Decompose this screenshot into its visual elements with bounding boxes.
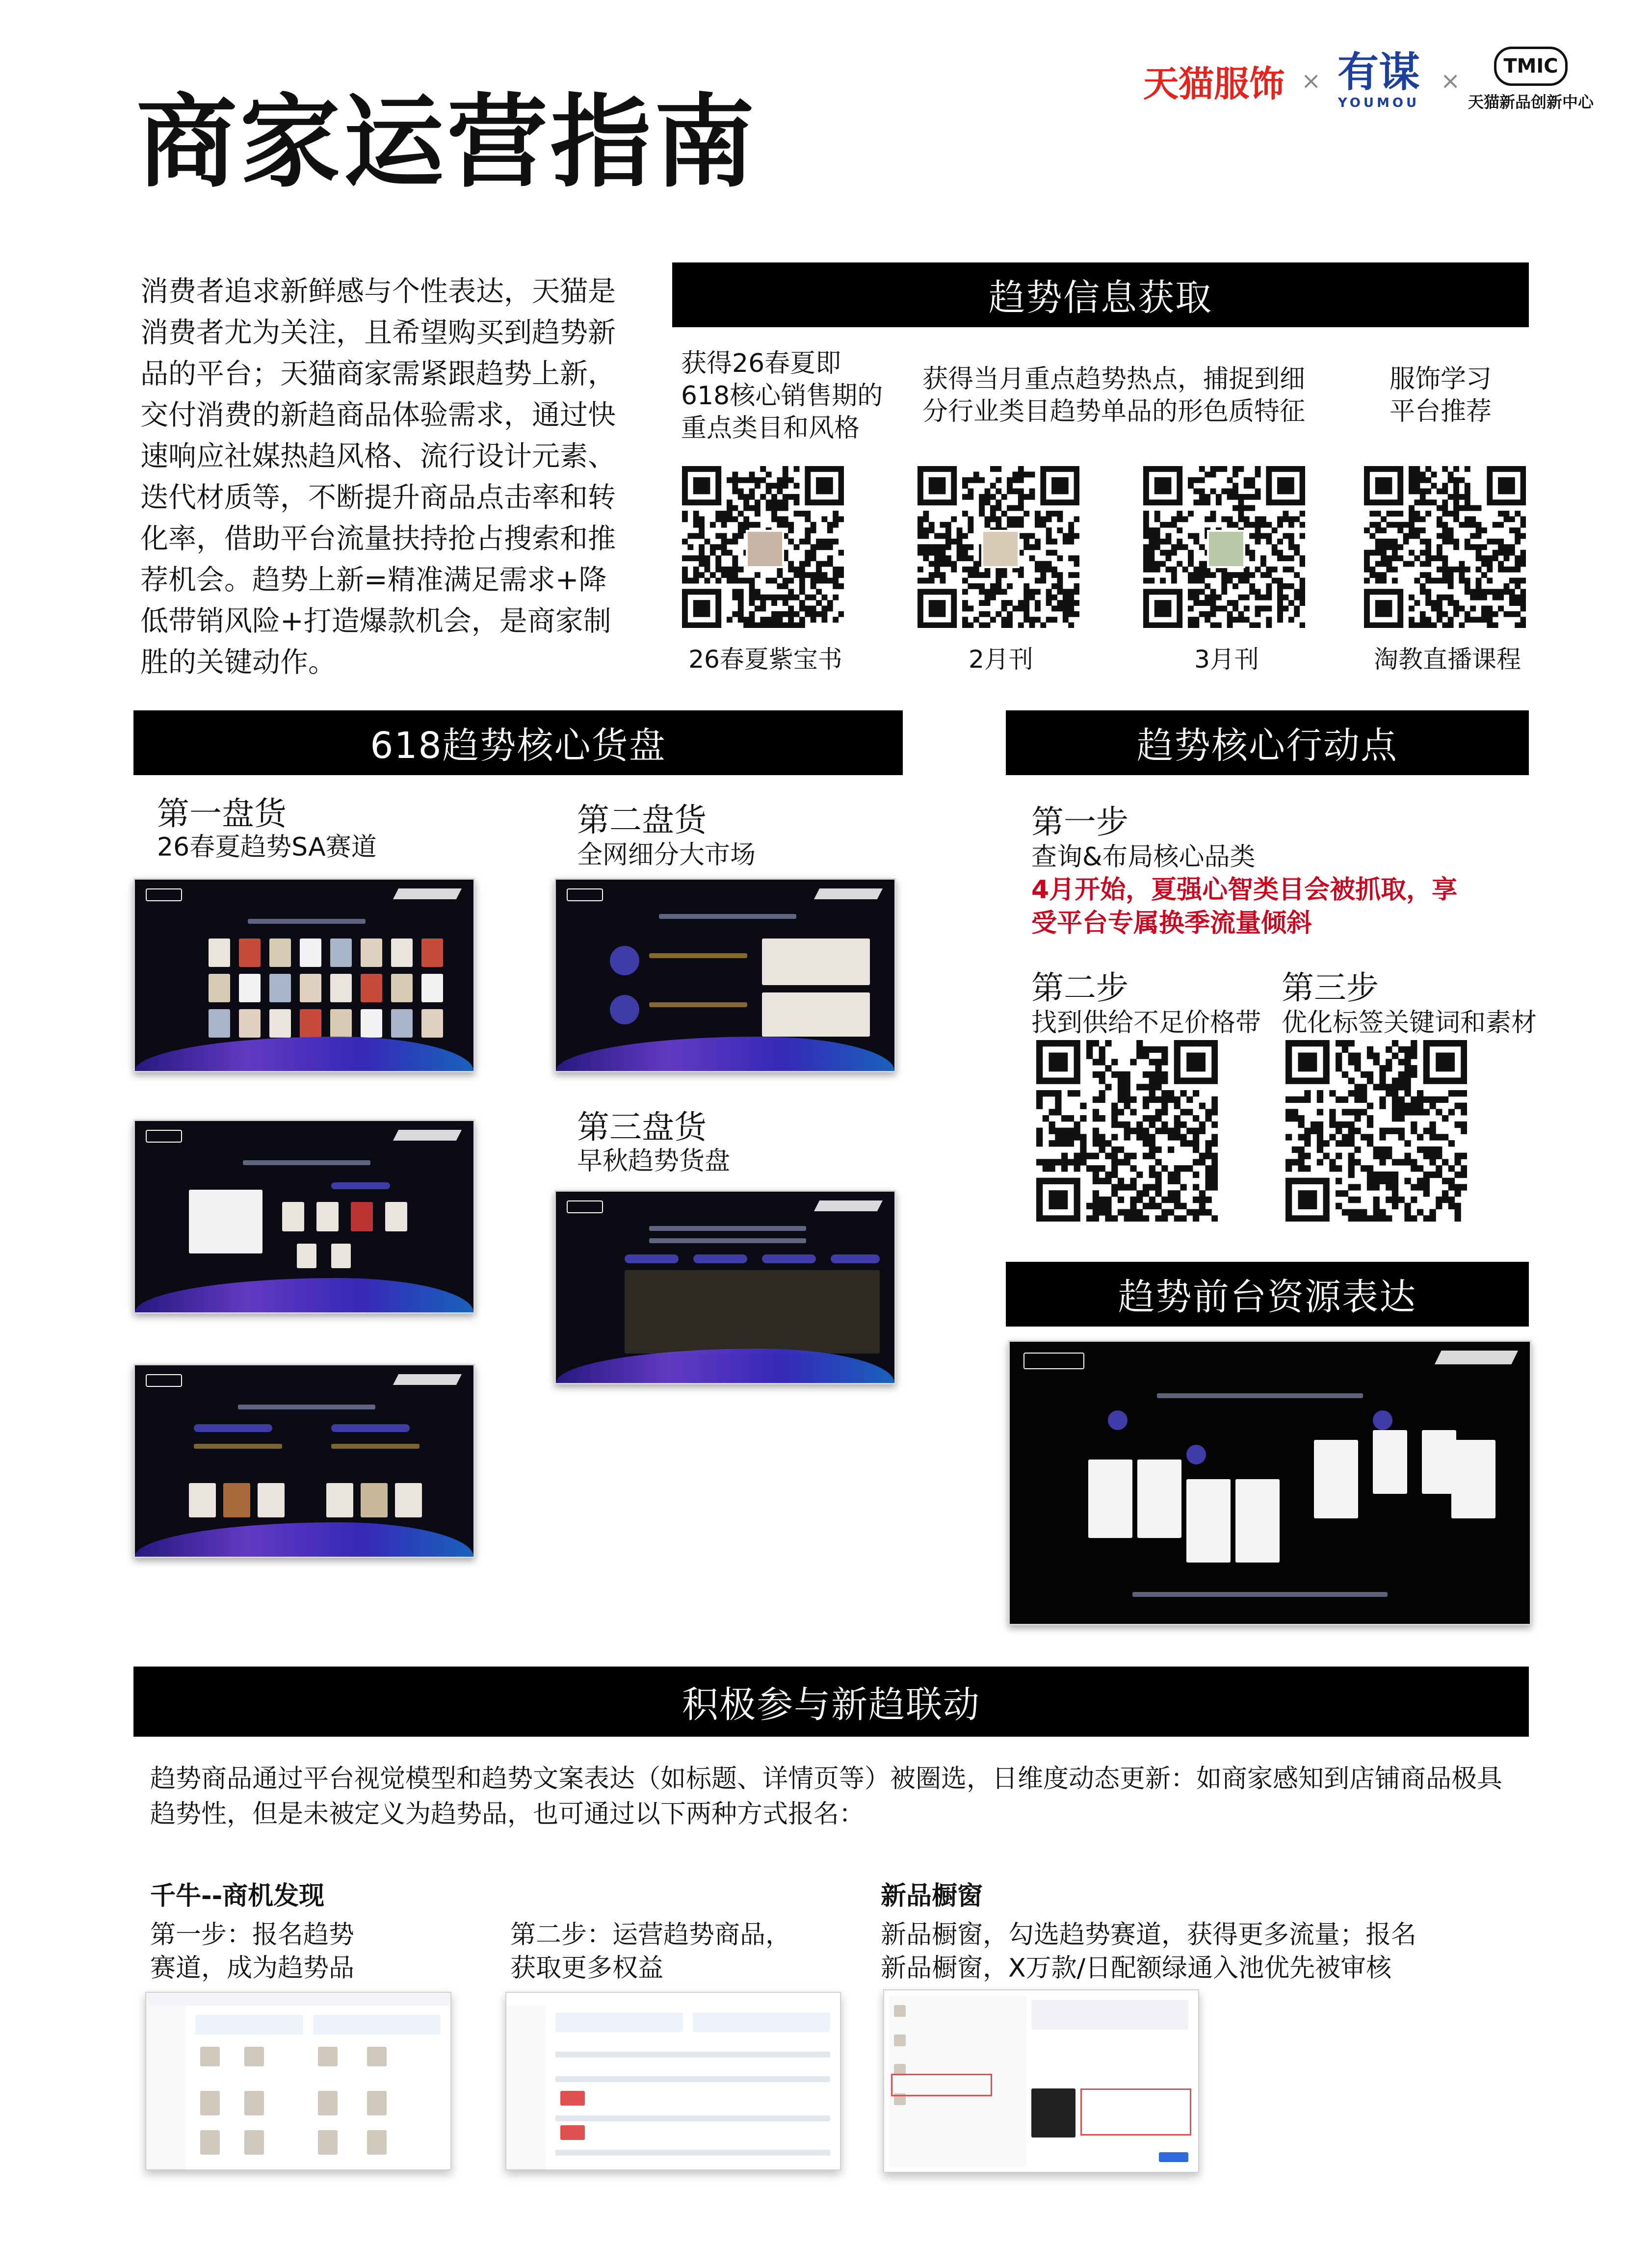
goods-1-subtitle: 26春夏趋势SA赛道 (157, 833, 377, 862)
tmic-logo-badge (1494, 47, 1568, 86)
qianniu-step-2: 第二步：运营趋势商品，获取更多权益 (510, 1920, 791, 1983)
step-2-title: 第二步 (1031, 969, 1128, 1007)
join-description: 趋势商品通过平台视觉模型和趋势文案表达（如标题、详情页等）被圈选，日维度动态更新：如商家感知到店铺商品极具趋势性，但是未被定义为趋势品，也可通过以下两种方式报名： (150, 1764, 1503, 1829)
qr-code-price-band (1036, 1040, 1218, 1222)
join-bar (133, 1667, 1529, 1737)
product-thumb (361, 974, 382, 1002)
new-window-title: 新品橱窗 (881, 1881, 983, 1911)
product-thumb (269, 974, 291, 1002)
frontend-slide-thumbnail (1008, 1340, 1531, 1625)
step-3-title: 第三步 (1282, 969, 1379, 1007)
step-1-title: 第一步 (1031, 803, 1128, 841)
goods-2-title: 第二盘货 (577, 801, 707, 839)
goods-3-slide-thumbnail (554, 1190, 896, 1384)
product-thumb (391, 938, 413, 967)
youmou-logo-en: YOUMOU (1338, 96, 1420, 110)
product-thumb (209, 974, 230, 1002)
tmic-logo-full: 天猫新品创新中心 (1468, 93, 1594, 111)
goods-1b-slide-thumbnail (133, 1120, 475, 1314)
product-thumb (330, 974, 352, 1002)
action-bar (1006, 710, 1529, 775)
product-thumb (391, 974, 413, 1002)
step-2-subtitle: 找到供给不足价格带 (1031, 1008, 1261, 1038)
step-1-note: 4月开始，夏强心智类目会被抓取，享受平台专属换季流量倾斜 (1031, 875, 1458, 938)
qianniu-title: 千牛--商机发现 (150, 1881, 325, 1911)
goods-2-slide-thumbnail (554, 878, 896, 1072)
step-1-subtitle: 查询&布局核心品类 (1031, 842, 1256, 872)
goods-1-title: 第一盘货 (157, 795, 287, 833)
tmall-fashion-logo (1143, 52, 1295, 110)
qr-label-3: 3月刊 (1194, 645, 1259, 674)
tmic-logo-short: TMIC (1503, 55, 1558, 78)
product-thumb (209, 1009, 230, 1038)
new-window-screenshot (883, 1989, 1199, 2173)
tmall-fashion-logo-text: 天猫服饰 (1143, 63, 1285, 104)
trend-info-bar (672, 262, 1529, 327)
times-sign-1: × (1301, 67, 1321, 95)
product-thumb (421, 938, 443, 967)
qr-code-live-course (1364, 466, 1526, 628)
product-thumb (421, 974, 443, 1002)
product-thumb (330, 938, 352, 967)
product-thumb (269, 1009, 291, 1038)
action-bar-label: 趋势核心行动点 (1137, 725, 1398, 767)
tmic-logo (1467, 47, 1595, 120)
youmou-logo-cn: 有谋 (1337, 48, 1420, 96)
core-goods-bar-label: 618趋势核心货盘 (370, 725, 666, 767)
qianniu-screenshot-1 (145, 1992, 451, 2170)
goods-2-subtitle: 全网细分大市场 (577, 840, 756, 870)
product-thumb (421, 1009, 443, 1038)
product-thumb (330, 1009, 352, 1038)
qr-code-keyword-optimize (1285, 1040, 1467, 1222)
trend-info-bar-label: 趋势信息获取 (989, 277, 1212, 319)
product-thumb (239, 974, 261, 1002)
goods-1-slide-thumbnail (133, 878, 475, 1072)
core-goods-bar (133, 710, 903, 775)
times-sign-2: × (1441, 67, 1461, 95)
product-thumb (239, 938, 261, 967)
product-thumb (361, 1009, 382, 1038)
trend-info-desc-2: 获得当月重点趋势热点，捕捉到细分行业类目趋势单品的形色质特征 (922, 365, 1306, 426)
qr-center-photo (746, 530, 784, 568)
product-thumb (300, 938, 321, 967)
product-thumb (269, 938, 291, 967)
product-thumb (300, 974, 321, 1002)
step-3-subtitle: 优化标签关键词和素材 (1282, 1008, 1537, 1038)
youmou-logo (1330, 49, 1428, 117)
goods-3-subtitle: 早秋趋势货盘 (577, 1147, 731, 1176)
qr-center-photo (1207, 530, 1245, 568)
product-thumb (361, 938, 382, 967)
trend-info-desc-1: 获得26春夏即618核心销售期的重点类目和风格 (681, 349, 883, 443)
product-thumb (391, 1009, 413, 1038)
qianniu-step-1: 第一步：报名趋势赛道，成为趋势品 (150, 1920, 355, 1983)
goods-1c-slide-thumbnail (133, 1364, 475, 1558)
frontend-bar-label: 趋势前台资源表达 (1118, 1276, 1416, 1318)
product-thumb (209, 938, 230, 967)
qr-label-1: 26春夏紫宝书 (688, 645, 842, 674)
new-window-desc: 新品橱窗，勾选趋势赛道，获得更多流量；报名新品橱窗，X万款/日配额绿通入池优先被审核 (881, 1920, 1417, 1983)
frontend-bar (1006, 1262, 1529, 1327)
qianniu-screenshot-2 (505, 1992, 841, 2170)
partner-logos (1143, 47, 1594, 120)
page-title: 商家运营指南 (136, 83, 758, 201)
trend-info-desc-3: 服饰学习平台推荐 (1390, 365, 1492, 426)
qr-label-4: 淘教直播课程 (1374, 645, 1521, 674)
goods-3-title: 第三盘货 (577, 1108, 707, 1146)
qr-center-photo (981, 530, 1020, 568)
join-bar-label: 积极参与新趋联动 (682, 1683, 980, 1726)
product-thumb (300, 1009, 321, 1038)
intro-paragraph: 消费者追求新鲜感与个性表达，天猫是消费者尤为关注，且希望购买到趋势新品的平台；天猫商家需紧跟趋势上新，交付消费的新趋商品体验需求，通过快速响应社媒热趋风格、流行设计元素、迭代材质等，不断提升商品点击率和转化率，借助平台流量扶持抢占搜索和推荐机会。趋势上新=精准满足需求+降低带销风险+打造爆款机会，是商家制胜的关键动作。 (140, 275, 616, 678)
product-thumb (239, 1009, 261, 1038)
qr-label-2: 2月刊 (969, 645, 1033, 674)
